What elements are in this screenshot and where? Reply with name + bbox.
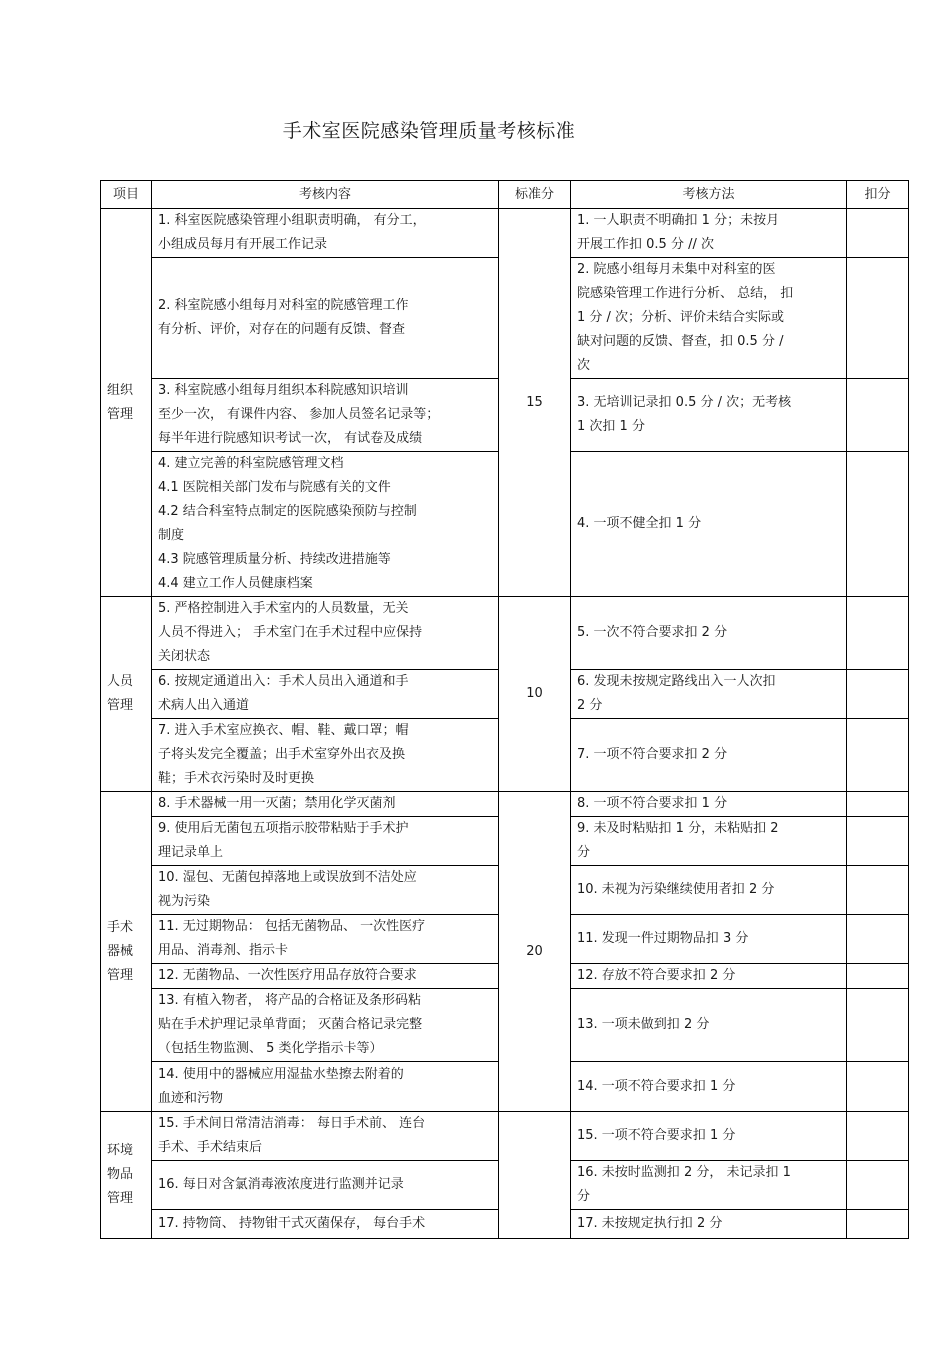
method-text: 1 次扣 1 分: [577, 419, 645, 434]
category-label: 管理: [107, 698, 134, 713]
category-label: 组织: [107, 382, 134, 398]
table-row: [101, 1112, 909, 1161]
method-text: 6. 发现未按规定路线出入一人次扣: [577, 674, 776, 689]
method-cell: [571, 1112, 847, 1161]
method-cell: [571, 1062, 847, 1112]
content-text: 7. 进入手术室应换衣、帽、鞋、戴口罩；帽: [158, 723, 409, 738]
content-text: 4.2 结合科室特点制定的医院感染预防与控制: [158, 504, 417, 519]
header-score: 标准分: [499, 181, 571, 209]
content-text: 手术、手术结束后: [158, 1140, 263, 1155]
method-text: 14. 一项不符合要求扣 1 分: [577, 1078, 736, 1094]
category-label: 管理: [107, 1191, 134, 1206]
header-row: [101, 181, 909, 209]
content-cell: [152, 817, 499, 866]
deduct-cell: [847, 1112, 909, 1161]
method-text: 9. 未及时粘贴扣 1 分，未粘贴扣 2: [577, 821, 779, 836]
content-cell: [152, 866, 499, 915]
content-text: 视为污染: [158, 894, 211, 909]
method-cell: [571, 379, 847, 452]
content-text: 9. 使用后无菌包五项指示胶带粘贴于手术护: [158, 821, 409, 836]
method-text: 16. 未按时监测扣 2 分， 未记录扣 1: [577, 1165, 791, 1180]
score-cell: [499, 597, 571, 792]
method-text: 3. 无培训记录扣 0.5 分 / 次；无考核: [577, 395, 792, 410]
content-text: 小组成员每月有开展工作记录: [158, 237, 328, 252]
method-text: 4. 一项不健全扣 1 分: [577, 516, 702, 531]
deduct-cell: [847, 1062, 909, 1112]
method-text: 分: [577, 845, 591, 860]
score-value: 20: [526, 943, 543, 959]
method-text: 2 分: [577, 698, 603, 713]
deduct-cell: [847, 989, 909, 1062]
category-label: 手术: [107, 919, 134, 935]
content-text: 用品、消毒剂、指示卡: [158, 943, 289, 958]
method-text: 2. 院感小组每月未集中对科室的医: [577, 262, 776, 277]
content-text: 12. 无菌物品、一次性医疗用品存放符合要求: [158, 968, 417, 983]
deduct-cell: [847, 866, 909, 915]
category-label: 管理: [107, 967, 134, 983]
header-deduct: 扣分: [847, 181, 909, 209]
deduct-cell: [847, 209, 909, 258]
document-title: 手术室医院感染管理质量考核标准: [282, 120, 576, 142]
method-text: 8. 一项不符合要求扣 1 分: [577, 796, 728, 811]
content-text: 关闭状态: [158, 649, 211, 664]
content-cell: [152, 964, 499, 989]
table-row: [101, 792, 909, 817]
deduct-cell: [847, 670, 909, 719]
deduct-cell: [847, 915, 909, 964]
content-text: 2. 科室院感小组每月对科室的院感管理工作: [158, 298, 409, 313]
content-text: 13. 有植入物者， 将产品的合格证及条形码粘: [158, 993, 421, 1008]
method-cell: [571, 915, 847, 964]
method-text: 13. 一项未做到扣 2 分: [577, 1017, 710, 1032]
deduct-cell: [847, 597, 909, 670]
category-label: 环境: [107, 1143, 134, 1158]
content-cell: [152, 1112, 499, 1161]
method-text: 次: [577, 358, 591, 373]
content-cell: [152, 792, 499, 817]
assessment-table: [100, 180, 909, 1239]
method-text: 开展工作扣 0.5 分 // 次: [577, 237, 714, 252]
content-cell: [152, 1062, 499, 1112]
method-text: 17. 未按规定执行扣 2 分: [577, 1216, 723, 1231]
score-value: 10: [526, 686, 543, 701]
content-text: 15. 手术间日常清洁消毒： 每日手术前、 连台: [158, 1116, 426, 1131]
method-text: 10. 未视为污染继续使用者扣 2 分: [577, 882, 775, 897]
content-text: 至少一次， 有课件内容、 参加人员签名记录等；: [158, 407, 440, 422]
content-cell: [152, 670, 499, 719]
table-row: [101, 209, 909, 258]
score-cell: [499, 792, 571, 1112]
method-cell: [571, 989, 847, 1062]
content-text: 人员不得进入； 手术室门在手术过程中应保持: [158, 625, 423, 640]
content-text: 4.4 建立工作人员健康档案: [158, 576, 313, 591]
method-cell: [571, 792, 847, 817]
content-cell: [152, 452, 499, 597]
method-text: 12. 存放不符合要求扣 2 分: [577, 968, 736, 983]
score-cell: [499, 1112, 571, 1239]
content-text: 1. 科室医院感染管理小组职责明确， 有分工，: [158, 213, 426, 228]
content-text: 子将头发完全覆盖；出手术室穿外出衣及换: [158, 747, 406, 762]
content-text: 血迹和污物: [158, 1090, 224, 1106]
content-cell: [152, 915, 499, 964]
content-text: 4. 建立完善的科室院感管理文档: [158, 456, 344, 471]
score-cell: [499, 209, 571, 597]
method-text: 11. 发现一件过期物品扣 3 分: [577, 931, 749, 946]
method-cell: [571, 1161, 847, 1210]
table-body: [101, 209, 909, 1239]
content-cell: [152, 209, 499, 258]
method-cell: [571, 719, 847, 792]
content-text: 有分析、评价，对存在的问题有反馈、督查: [158, 322, 406, 337]
content-text: 10. 湿包、无菌包掉落地上或误放到不洁处应: [158, 870, 417, 885]
table-row: [101, 597, 909, 670]
category-cell: [101, 597, 152, 792]
content-text: 14. 使用中的器械应用湿盐水垫擦去附着的: [158, 1066, 404, 1082]
content-text: 11. 无过期物品： 包括无菌物品、 一次性医疗: [158, 919, 426, 934]
content-text: 16. 每日对含氯消毒液浓度进行监测并记录: [158, 1177, 404, 1192]
header-item: 项目: [101, 181, 152, 209]
content-text: 4.3 院感管理质量分析、持续改进措施等: [158, 552, 391, 567]
category-label: 物品: [107, 1167, 134, 1182]
deduct-cell: [847, 719, 909, 792]
category-cell: [101, 209, 152, 597]
method-text: 1 分 / 次；分析、评价未结合实际或: [577, 310, 785, 325]
content-cell: [152, 1161, 499, 1210]
content-cell: [152, 258, 499, 379]
method-text: 15. 一项不符合要求扣 1 分: [577, 1128, 736, 1143]
method-text: 院感染管理工作进行分析、 总结， 扣: [577, 286, 794, 301]
method-cell: [571, 817, 847, 866]
method-cell: [571, 258, 847, 379]
content-text: 17. 持物筒、 持物钳干式灭菌保存， 每台手术: [158, 1216, 426, 1231]
category-cell: [101, 1112, 152, 1239]
method-text: 1. 一人职责不明确扣 1 分；未按月: [577, 213, 780, 228]
method-text: 缺对问题的反馈、督查，扣 0.5 分 /: [577, 334, 784, 349]
category-label: 管理: [107, 406, 134, 422]
content-text: 术病人出入通道: [158, 698, 250, 713]
content-text: 鞋；手术衣污染时及时更换: [158, 771, 315, 786]
deduct-cell: [847, 964, 909, 989]
method-cell: [571, 452, 847, 597]
deduct-cell: [847, 1161, 909, 1210]
method-cell: [571, 209, 847, 258]
content-text: （包括生物监测、 5 类化学指示卡等）: [158, 1041, 383, 1056]
content-cell: [152, 597, 499, 670]
header-content: 考核内容: [152, 181, 499, 209]
content-cell: [152, 379, 499, 452]
method-cell: [571, 964, 847, 989]
score-value: 15: [526, 394, 543, 410]
content-text: 贴在手术护理记录单背面； 灭菌合格记录完整: [158, 1017, 423, 1032]
content-text: 4.1 医院相关部门发布与院感有关的文件: [158, 480, 391, 495]
content-text: 6. 按规定通道出入：手术人员出入通道和手: [158, 674, 409, 689]
category-label: 人员: [107, 674, 134, 689]
content-text: 8. 手术器械一用一灭菌；禁用化学灭菌剂: [158, 796, 396, 811]
method-cell: [571, 1210, 847, 1239]
content-cell: [152, 989, 499, 1062]
deduct-cell: [847, 1210, 909, 1239]
method-cell: [571, 597, 847, 670]
category-label: 器械: [107, 943, 134, 959]
content-cell: [152, 719, 499, 792]
deduct-cell: [847, 817, 909, 866]
category-cell: [101, 792, 152, 1112]
content-text: 理记录单上: [158, 845, 224, 860]
method-text: 7. 一项不符合要求扣 2 分: [577, 747, 728, 762]
method-cell: [571, 866, 847, 915]
content-text: 每半年进行院感知识考试一次， 有试卷及成绩: [158, 431, 423, 446]
deduct-cell: [847, 452, 909, 597]
method-text: 5. 一次不符合要求扣 2 分: [577, 625, 728, 640]
content-cell: [152, 1210, 499, 1239]
content-text: 3. 科室院感小组每月组织本科院感知识培训: [158, 383, 409, 398]
header-method: 考核方法: [571, 181, 847, 209]
method-text: 分: [577, 1189, 591, 1204]
content-text: 5. 严格控制进入手术室内的人员数量，无关: [158, 601, 409, 616]
method-cell: [571, 670, 847, 719]
deduct-cell: [847, 379, 909, 452]
deduct-cell: [847, 258, 909, 379]
content-text: 制度: [158, 528, 185, 543]
deduct-cell: [847, 792, 909, 817]
